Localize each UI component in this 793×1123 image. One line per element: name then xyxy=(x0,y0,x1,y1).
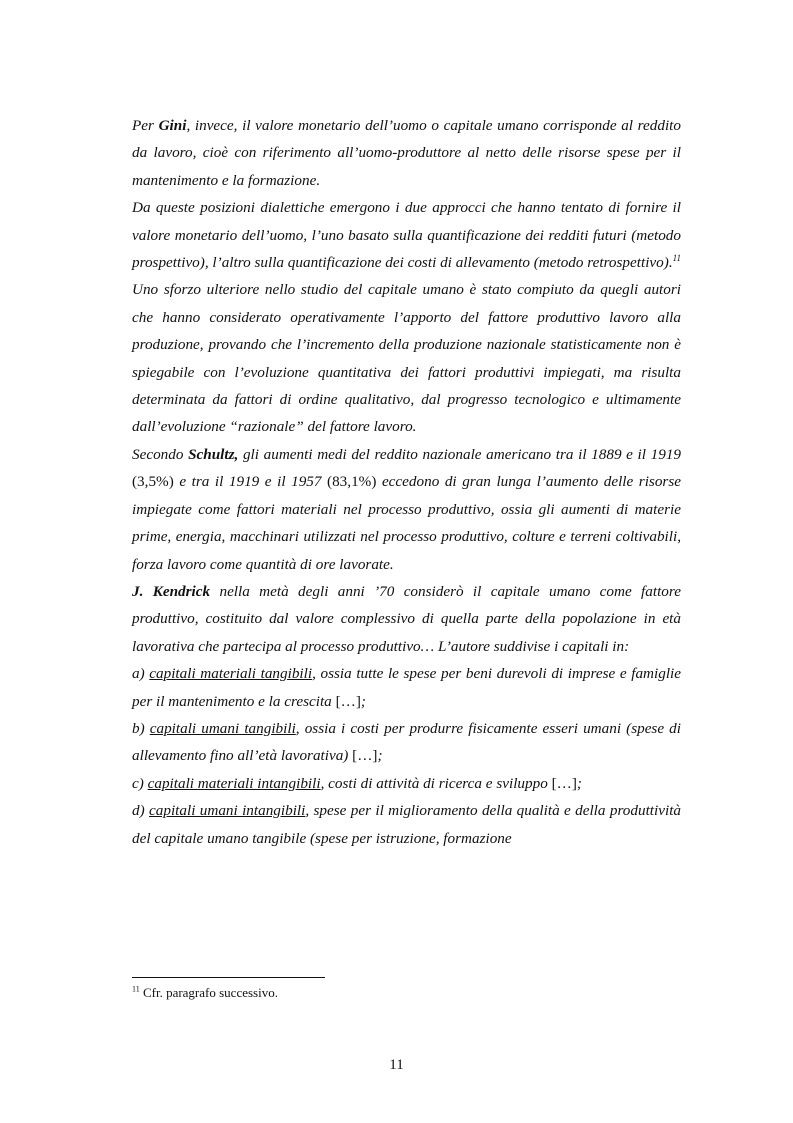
page-number: 11 xyxy=(389,1057,404,1073)
list-end: ; xyxy=(360,692,366,710)
footnote-number: 11 xyxy=(132,984,140,994)
list-text: , costi di attività di ricerca e sviluppo xyxy=(320,774,552,792)
author-name-schultz: Schultz, xyxy=(188,445,239,463)
list-end: ; xyxy=(377,747,383,765)
list-marker: d) xyxy=(132,802,150,820)
author-name-gini: Gini xyxy=(158,117,187,134)
list-term: capitali umani tangibili xyxy=(149,719,296,737)
paragraph-text: Uno sforzo ulteriore nello studio del capitale umano è stato compiuto da quegli autori che hanno considerato operativamente l’apporto del fattore produttivo lavoro alla produzione, provando che l’incremento della produzione nazionale statisticamente non è spiegabile con l’evoluzione quantitativa dei fattori produttivi impiegati, ma risulta determinata da fattori di ordine qualitativo, dal progresso tecnologico e ultimamente dall’evoluzione “razionale” del fattore lavoro. xyxy=(132,281,681,436)
footnote-divider xyxy=(132,977,325,978)
body-text xyxy=(132,112,681,852)
list-item-d xyxy=(132,797,681,852)
omission-mark: […] xyxy=(551,774,577,792)
list-item-a xyxy=(132,660,681,715)
percentage-value: (3,5%) xyxy=(132,473,174,491)
paragraph-approaches xyxy=(132,194,681,276)
paragraph-text: , invece, il valore monetario dell’uomo o capitale umano corrisponde al reddito da lavoro, cioè con riferimento all’uomo-produttore al netto delle risorse spese per il mantenimento e la formazione. xyxy=(132,117,681,189)
list-marker: a) xyxy=(132,665,150,683)
list-text: , spese per il miglioramento della qualità e della produttività del capitale umano tangibile (spese per istruzione, formazione xyxy=(132,802,682,847)
paragraph-kendrick xyxy=(132,578,681,660)
list-text: , ossia i costi per produrre fisicamente esseri umani (spese di allevamento fino all’età lavorativa) xyxy=(132,719,681,765)
paragraph-intro: Secondo xyxy=(132,445,189,463)
list-marker: b) xyxy=(132,719,150,737)
list-term: capitali umani intangibili xyxy=(149,802,306,820)
list-marker: c) xyxy=(132,774,148,792)
paragraph-intro: Per xyxy=(132,117,159,134)
paragraph-gini xyxy=(132,112,681,194)
paragraph-text: eccedono di gran lunga l’aumento delle risorse impiegate come fattori materiali nel processo produttivo, ossia gli aumenti di materie prime, energia, macchinari utilizzati nel processo produttivo, colture e terreni coltivabili, forza lavoro come quantità di ore lavorate. xyxy=(132,473,681,573)
footnote xyxy=(132,985,681,1001)
omission-mark: […] xyxy=(352,747,378,765)
author-name-kendrick: J. Kendrick xyxy=(132,582,211,600)
list-term: capitali materiali intangibili xyxy=(147,774,321,792)
list-item-b xyxy=(132,715,681,770)
omission-mark: […] xyxy=(335,692,361,710)
paragraph-text: Da queste posizioni dialettiche emergono i due approcci che hanno tentato di fornire il valore monetario dell’uomo, l’uno basato sulla quantificazione dei redditi futuri (metodo prospettivo), l’altro sulla quantificazione dei costi di allevamento (metodo retrospettivo). xyxy=(132,199,681,272)
footnote-reference[interactable]: 11 xyxy=(672,252,681,263)
paragraph-text: gli aumenti medi del reddito nazionale americano tra il 1889 e il 1919 xyxy=(238,445,682,463)
paragraph-text: e tra il 1919 e il 1957 xyxy=(173,473,328,491)
list-item-c xyxy=(132,770,681,797)
percentage-value: (83,1%) xyxy=(327,473,377,491)
paragraph-schultz xyxy=(132,441,681,578)
paragraph-text: nella metà degli anni ’70 considerò il capitale umano come fattore produttivo, costituito dal valore complessivo di quella parte della popolazione in età lavorativa che partecipa al processo produttivo… L’autore suddivise i capitali in: xyxy=(132,582,681,655)
list-term: capitali materiali tangibili xyxy=(149,665,313,683)
list-text: , ossia tutte le spese per beni durevoli di imprese e famiglie per il mantenimento e la crescita xyxy=(132,665,682,710)
footnote-text: Cfr. paragrafo successivo. xyxy=(139,985,278,1000)
list-end: ; xyxy=(576,774,582,792)
paragraph-effort xyxy=(132,276,681,440)
